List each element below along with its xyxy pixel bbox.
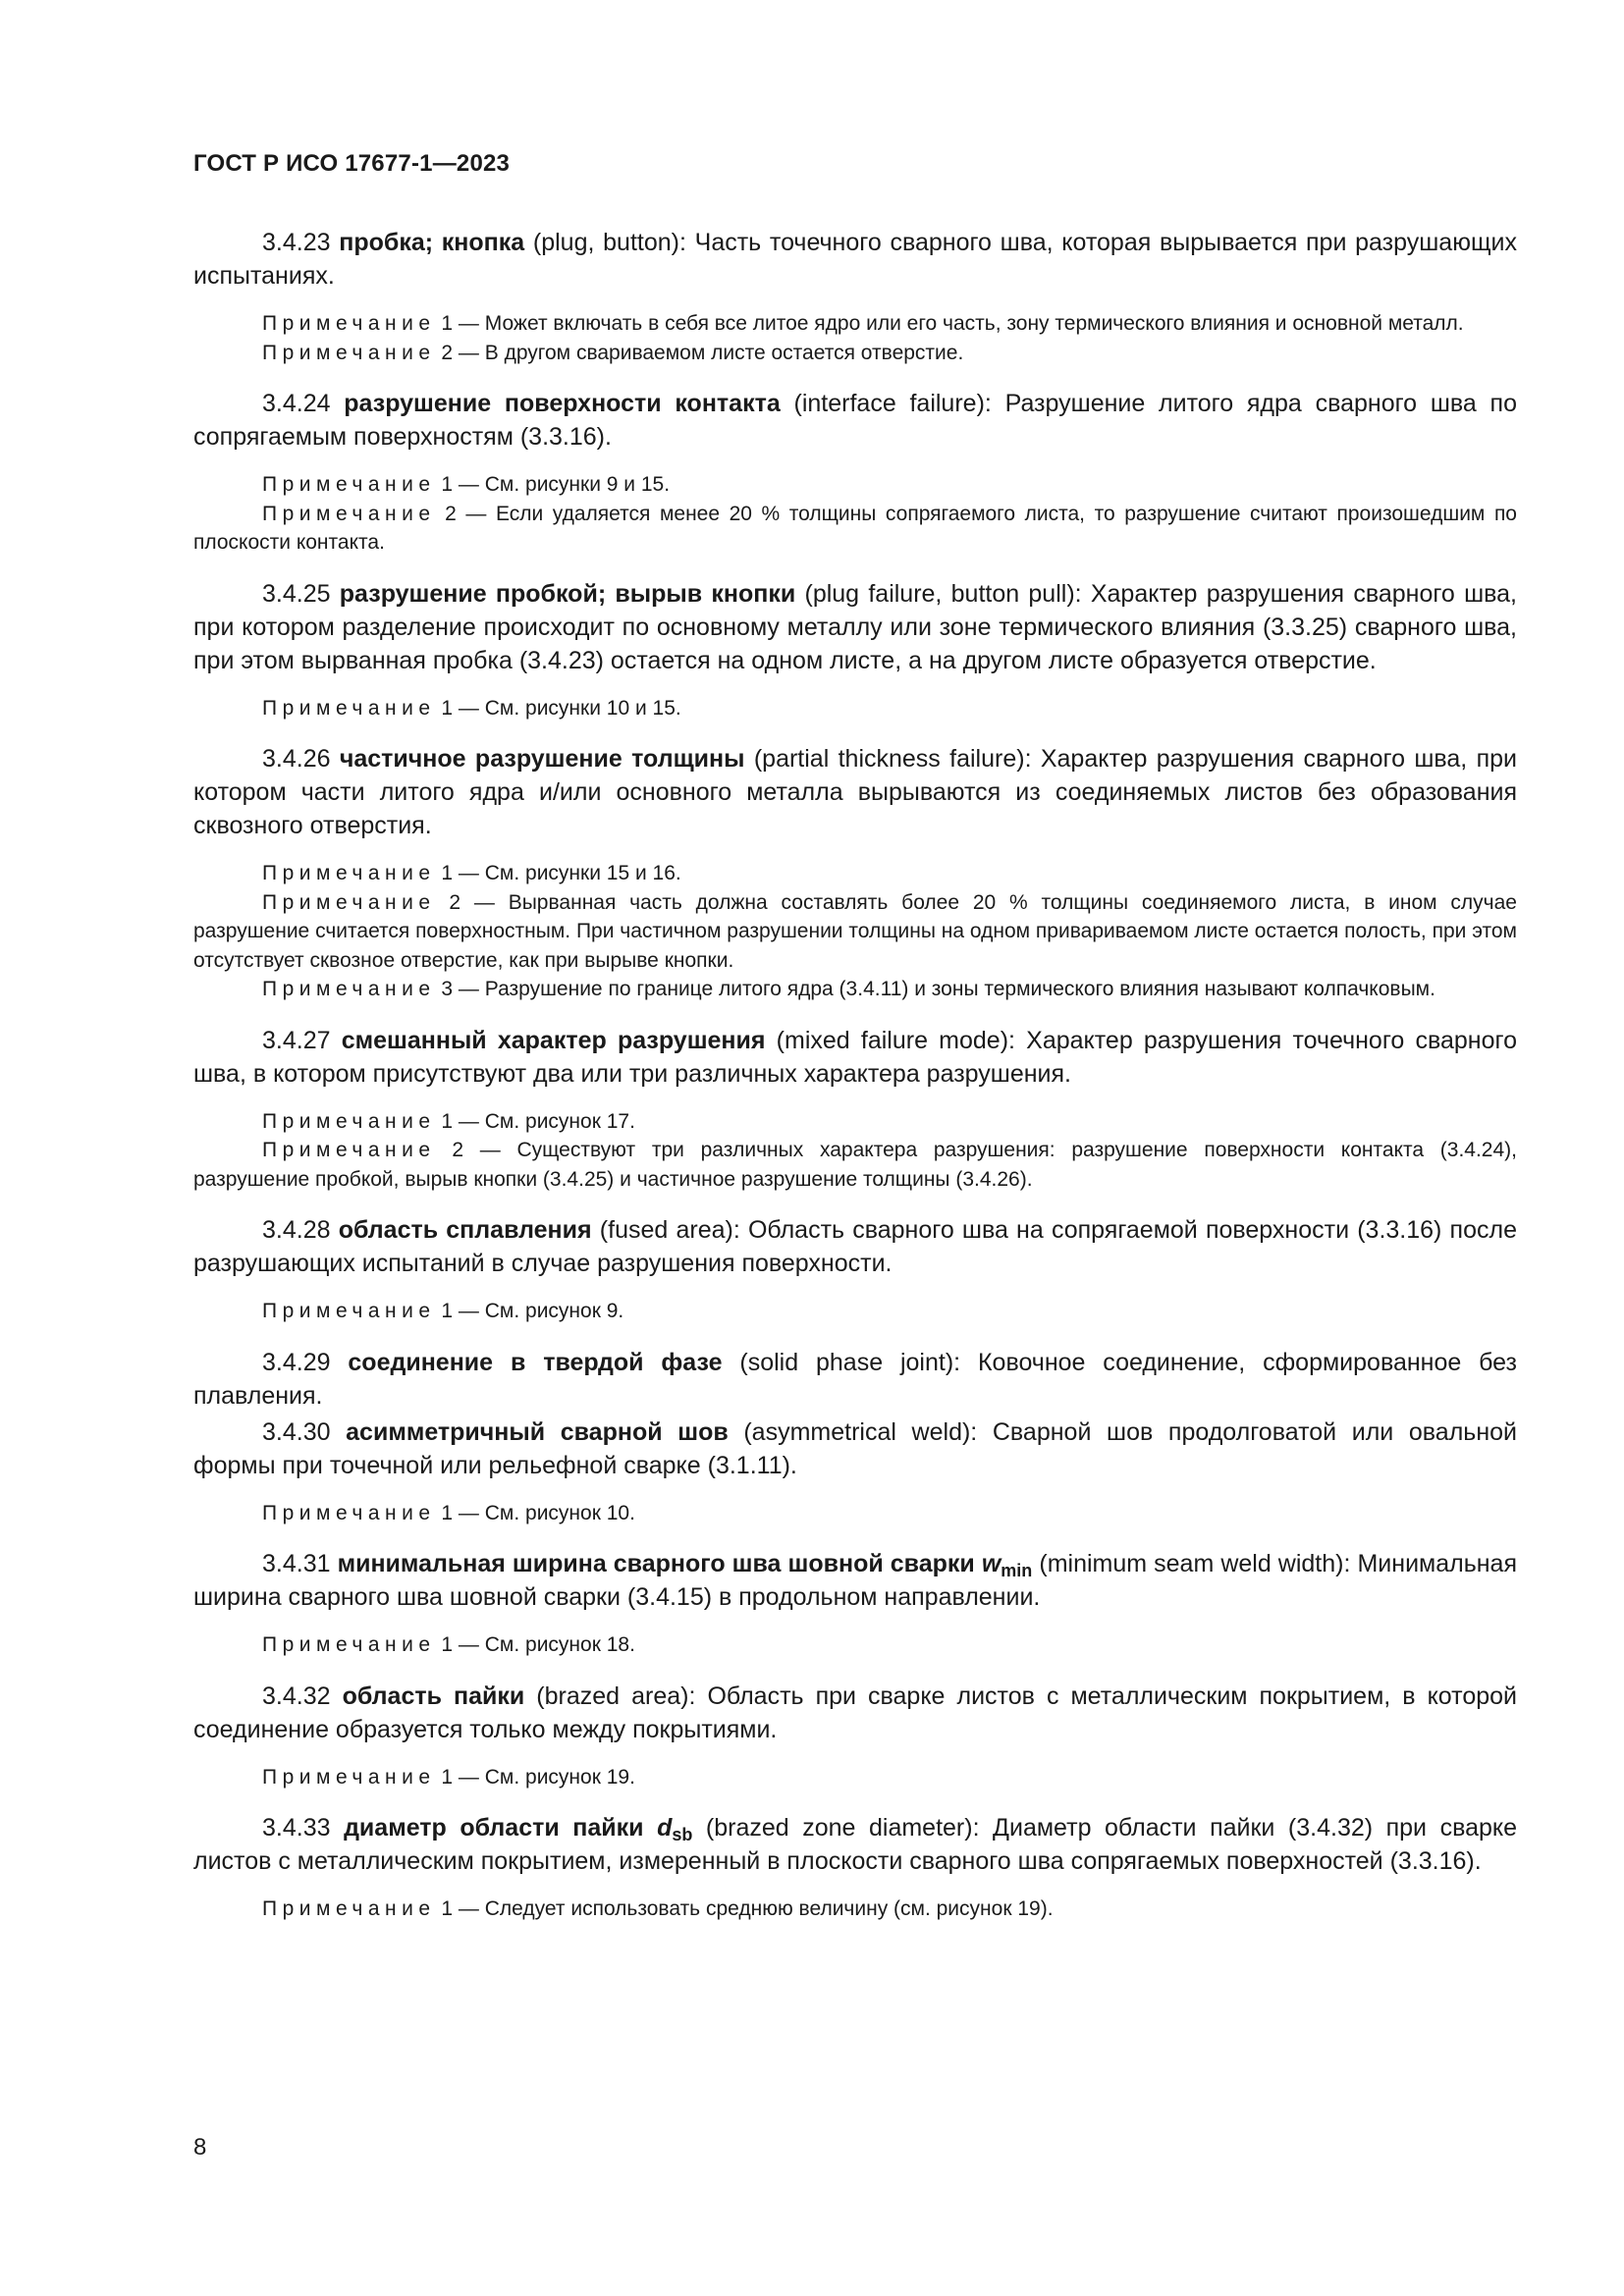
term-title: область пайки: [342, 1682, 525, 1710]
note-text: 1 — Может включать в себя все литое ядро или его часть, зону термического влияния и основной металл.: [441, 312, 1464, 335]
term-number: 3.4.26: [262, 745, 331, 773]
note-text: 1 — См. рисунки 10 и 15.: [441, 696, 681, 720]
term-symbol: w: [981, 1550, 1001, 1577]
term-title: смешанный характер разрушения: [341, 1026, 766, 1054]
note-label: Примечание: [262, 978, 436, 1000]
term-definition: (mixed failure mode): Характер разрушения точечного сварного шва, в котором присутствуют два или три различных характера разрушения.: [193, 1026, 1517, 1088]
term-title: частичное разрушение толщины: [339, 745, 745, 773]
term-title: разрушение поверхности контакта: [344, 390, 781, 417]
note-text: 1 — См. рисунок 17.: [441, 1109, 635, 1133]
term-3-4-24: [193, 387, 1517, 454]
term-definition: (plug failure, button pull): Характер разрушения сварного шва, при котором разделение происходит по основному металлу или зоне термического влияния (3.3.25) сварного шва, при этом вырванная пробка (3.4.23) остается на одном листе, а на другом листе образуется отверстие.: [193, 579, 1517, 674]
term-number: 3.4.30: [262, 1417, 331, 1446]
term-number: 3.4.27: [262, 1026, 331, 1054]
term-title: пробка; кнопка: [339, 229, 525, 256]
note: [193, 975, 1517, 1004]
note-label: Примечание: [262, 862, 436, 884]
note-text: 2 — Если удаляется менее 20 % толщины сопрягаемого листа, то разрушение считают произошедшим по плоскости контакта.: [193, 502, 1517, 554]
note-label: Примечание: [262, 1139, 436, 1161]
term-3-4-23: [193, 226, 1517, 293]
note-text: 1 — См. рисунок 18.: [441, 1633, 635, 1656]
note: [193, 1499, 1517, 1528]
note-text: 2 — Существуют три различных характера разрушения: разрушение поверхности контакта (3.4.24), разрушение пробкой, вырыв кнопки (3.4.25) и частичное разрушение толщины (3.4.26).: [193, 1139, 1517, 1191]
note-label: Примечание: [262, 502, 436, 525]
term-3-4-26: [193, 742, 1517, 842]
term-title: область сплавления: [338, 1216, 592, 1244]
note-label: Примечание: [262, 696, 436, 720]
term-number: 3.4.24: [262, 390, 331, 417]
note: [193, 1107, 1517, 1137]
term-definition: (partial thickness failure): Характер разрушения сварного шва, при котором части литого ядра и/или основного металла вырываются из соединяемых листов без образования сквозного отверстия.: [193, 745, 1517, 839]
term-3-4-33: [193, 1811, 1517, 1878]
term-definition: (interface failure): Разрушение литого ядра сварного шва по сопрягаемым поверхностям (3.3.16).: [193, 390, 1517, 451]
term-number: 3.4.23: [262, 229, 331, 256]
note-text: 3 — Разрушение по границе литого ядра (3.4.11) и зоны термического влияния называют колпачковым.: [441, 978, 1435, 1000]
term-3-4-30: [193, 1415, 1517, 1482]
note-text: 1 — См. рисунок 19.: [441, 1765, 635, 1789]
term-definition: (minimum seam weld width): Минимальная ширина сварного шва шовной сварки (3.4.15) в продольном направлении.: [193, 1550, 1517, 1611]
term-title: разрушение пробкой; вырыв кнопки: [339, 579, 796, 608]
note: [193, 500, 1517, 558]
term-3-4-29: [193, 1346, 1517, 1413]
document-body: [193, 226, 1517, 1924]
page-number: 8: [193, 2134, 207, 2161]
note: [193, 1297, 1517, 1326]
term-definition: (brazed zone diameter): Диаметр области пайки (3.4.32) при сварке листов с металлическим покрытием, измеренный в плоскости сварного шва сопрягаемых поверхностей (3.3.16).: [193, 1814, 1518, 1875]
note: [193, 1763, 1517, 1792]
note-label: Примечание: [262, 1109, 436, 1133]
note-label: Примечание: [262, 1897, 436, 1920]
term-3-4-28: [193, 1213, 1517, 1280]
note-text: 2 — Вырванная часть должна составлять более 20 % толщины соединяемого листа, в ином случае разрушение считается поверхностным. При частичном разрушении толщины на одном привариваемом листе остается полость, при этом отсутствует сквозное отверстие, как при вырыве кнопки.: [193, 890, 1517, 972]
note-label: Примечание: [262, 1501, 436, 1524]
term-title: минимальная ширина сварного шва шовной сварки: [337, 1550, 975, 1577]
term-symbol-subscript: sb: [672, 1825, 693, 1844]
term-symbol-subscript: min: [1001, 1561, 1033, 1580]
term-3-4-31: [193, 1547, 1517, 1614]
term-number: 3.4.25: [262, 579, 331, 608]
term-3-4-32: [193, 1680, 1517, 1746]
note-label: Примечание: [262, 1633, 436, 1656]
term-3-4-25: [193, 577, 1517, 677]
term-definition: (brazed area): Область при сварке листов с металлическим покрытием, в которой соединение образуется только между покрытиями.: [193, 1682, 1517, 1743]
term-number: 3.4.31: [262, 1550, 331, 1577]
term-definition: (asymmetrical weld): Сварной шов продолговатой или овальной формы при точечной или рельефной сварке (3.1.11).: [193, 1417, 1517, 1479]
note-label: Примечание: [262, 1300, 436, 1322]
note-label: Примечание: [262, 1765, 436, 1789]
note-text: 1 — См. рисунок 10.: [441, 1501, 635, 1524]
term-number: 3.4.33: [262, 1814, 331, 1842]
term-title: диаметр области пайки: [344, 1814, 644, 1842]
note: [193, 1136, 1517, 1194]
note: [193, 470, 1517, 500]
note-text: 1 — Следует использовать среднюю величину (см. рисунок 19).: [441, 1897, 1054, 1920]
term-definition: (plug, button): Часть точечного сварного шва, которая вырывается при разрушающих испытаниях.: [193, 229, 1517, 290]
note-text: 1 — См. рисунок 9.: [441, 1300, 624, 1322]
term-title: асимметричный сварной шов: [346, 1417, 729, 1446]
term-symbol: d: [657, 1814, 673, 1842]
note: [193, 694, 1517, 723]
note: [193, 1895, 1517, 1924]
term-definition: (fused area): Область сварного шва на сопрягаемой поверхности (3.3.16) после разрушающих испытаний в случае разрушения поверхности.: [193, 1216, 1517, 1277]
term-definition: (solid phase joint): Ковочное соединение, сформированное без плавления.: [193, 1348, 1517, 1410]
note: [193, 888, 1517, 976]
note-label: Примечание: [262, 473, 436, 496]
note-label: Примечание: [262, 890, 436, 914]
note: [193, 859, 1517, 888]
term-3-4-27: [193, 1024, 1517, 1091]
note: [193, 339, 1517, 368]
document-header: ГОСТ Р ИСО 17677-1—2023: [193, 150, 511, 177]
note: [193, 309, 1517, 339]
note-text: 1 — См. рисунки 15 и 16.: [441, 862, 681, 884]
note-text: 2 — В другом свариваемом листе остается отверстие.: [441, 341, 964, 364]
note: [193, 1630, 1517, 1660]
term-number: 3.4.29: [262, 1348, 331, 1376]
term-number: 3.4.32: [262, 1682, 331, 1710]
note-label: Примечание: [262, 341, 436, 364]
note-text: 1 — См. рисунки 9 и 15.: [441, 473, 671, 496]
term-number: 3.4.28: [262, 1216, 331, 1244]
note-label: Примечание: [262, 312, 436, 335]
term-title: соединение в твердой фазе: [348, 1348, 723, 1376]
